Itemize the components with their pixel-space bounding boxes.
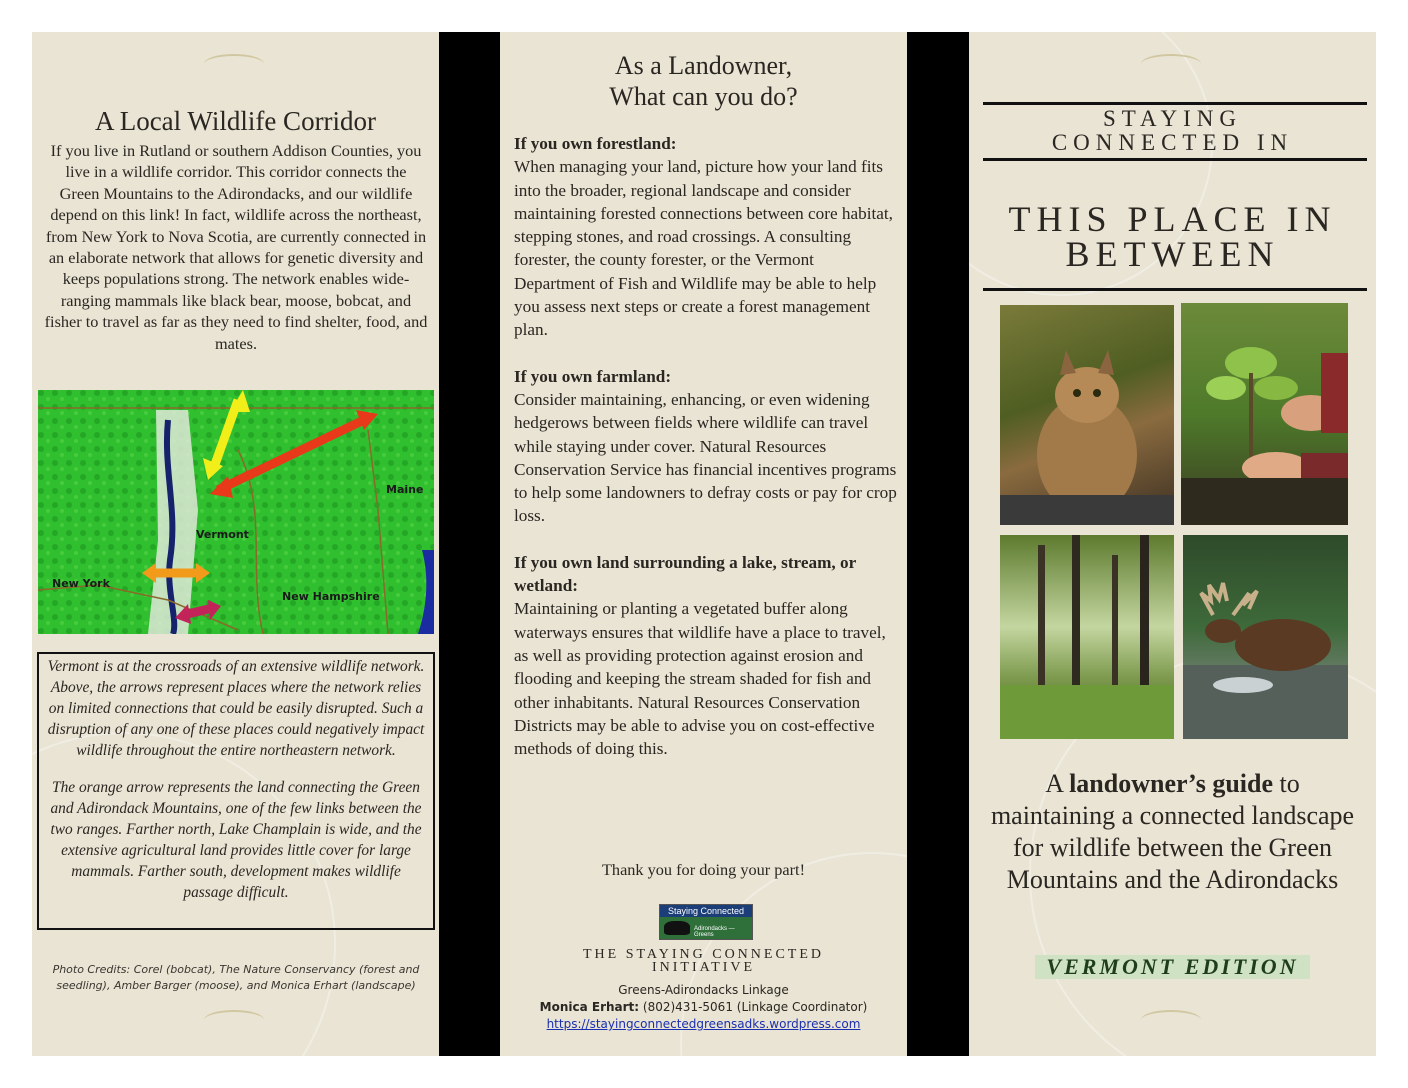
map-label-maine: Maine [386,483,424,496]
leaf-ornament-icon [1141,1010,1201,1030]
map-caption-box [37,652,435,930]
caption-paragraph: Vermont is at the crossroads of an extensive wildlife network. Above, the arrows represent places where the network relies on limited connections that could be easily disrupted. Such a disruption of any one of these places could negatively impact wildlife throughout the entire northeastern network. [47,658,425,759]
guide-emphasis: landowner’s guide [1069,769,1274,798]
map-label-vermont: Vermont [196,528,249,541]
guide-tagline: A landowner’s guide to maintaining a connected landscape for wildlife between the Green Mountains and the Adirondacks [990,769,1355,894]
caption-paragraph: The orange arrow represents the land connecting the Green and Adirondack Mountains, one of the few links between the two ranges. Farther north, Lake Champlain is wide, and the extensive agricultural land provides little cover for large mammals. Farther south, development makes wildlife passage difficult. [50,779,422,901]
leaf-ornament-icon [204,1010,264,1030]
waterway-text: Maintaining or planting a vegetated buffer along waterways ensures that wildlife have a place to travel, as well as providing protection against erosion and flooding and keeping the stream shaded for fish and other inhabitants. Natural Resources Conservation Districts may be able to advise you on cost-effective methods of doing this. [514,599,886,759]
farmland-text: Consider maintaining, enhancing, or even widening hedgerows between fields where wildlife can travel while staying under cover. Natural Resources Conservation Service has financial incentives programs to help some landowners to defray costs or pay for crop loss. [514,389,897,526]
map-label-new-york: New York [52,577,110,590]
forestland-text: When managing your land, picture how your land fits into the broader, regional landscape and consider maintaining forested connections between core habitat, stepping stones, and road crossings. A consulting forester, the county forester, or the Vermont Department of Fish and Wildlife may be able to help you assess next steps or create a forest management plan. [514,157,893,340]
panel-wildlife-corridor [32,32,439,1056]
actions-list [514,132,898,783]
divider-line [983,102,1367,105]
contact-name: Monica Erhart: [539,1000,640,1014]
waterway-section [514,551,898,761]
leaf-ornament-icon [1141,54,1201,74]
map-label-new-hampshire: New Hampshire [282,590,380,603]
panel-cover [969,32,1376,1056]
fold-divider [907,32,969,1056]
contact-info: Greens-Adirondacks Linkage Monica Erhart: (802)431-5061 (Linkage Coordinator) https://stayingconnectedgreensadks.wordpress.com [539,983,868,1031]
bobcat-photo [1000,305,1174,525]
corridor-map [38,390,434,634]
farmland-heading: If you own farmland: [514,366,672,386]
edition-badge: VERMONT EDITION [1035,955,1310,979]
forestland-section [514,132,898,342]
thank-you-text: Thank you for doing your part! [601,860,805,879]
intro-text: If you live in Rutland or southern Addison Counties, you live in a wildlife corridor. This corridor connects the Green Mountains to the Adirondacks, and our wildlife depend on this link! In fact, wildlife across the northeast, from New York to Nova Scotia, are currently connected in an elaborate network that allows for genetic diversity and keeps populations strong. The network enables wide-ranging mammals like black bear, moose, bobcat, and fisher to travel as far as they need to find shelter, food, and mates. [44,141,428,353]
fold-divider [439,32,500,1056]
farmland-section [514,365,898,528]
leaf-ornament-icon [204,54,264,74]
divider-line [983,288,1367,291]
forestland-heading: If you own forestland: [514,134,677,153]
initiative-name: THE STAYING CONNECTED INITIATIVE [582,947,825,975]
waterway-heading: If you own land surrounding a lake, stream, or wetland: [514,552,856,596]
seedling-photo [1181,303,1348,525]
panel-landowner-actions [500,32,907,1056]
panel-title: As a Landowner, What can you do? [609,51,798,111]
title-connected-in: CONNECTED IN [1051,130,1294,155]
bear-icon [664,921,690,935]
title-staying: STAYING [1103,106,1242,131]
staying-connected-logo: Staying Connected Adirondacks — Greens [659,904,753,940]
title-between: BETWEEN [1065,234,1280,274]
photo-credits: Photo Credits: Corel (bobcat), The Nature Conservancy (forest and seedling), Amber Barger (moose), and Monica Erhart (landscape) [52,963,420,992]
title-this-place: THIS PLACE IN [1008,199,1337,239]
website-link[interactable]: https://stayingconnectedgreensadks.wordpress.com [546,1017,861,1031]
moose-photo [1183,535,1348,739]
divider-line [983,158,1367,161]
forest-photo [1000,535,1174,739]
section-title: A Local Wildlife Corridor [94,106,377,136]
